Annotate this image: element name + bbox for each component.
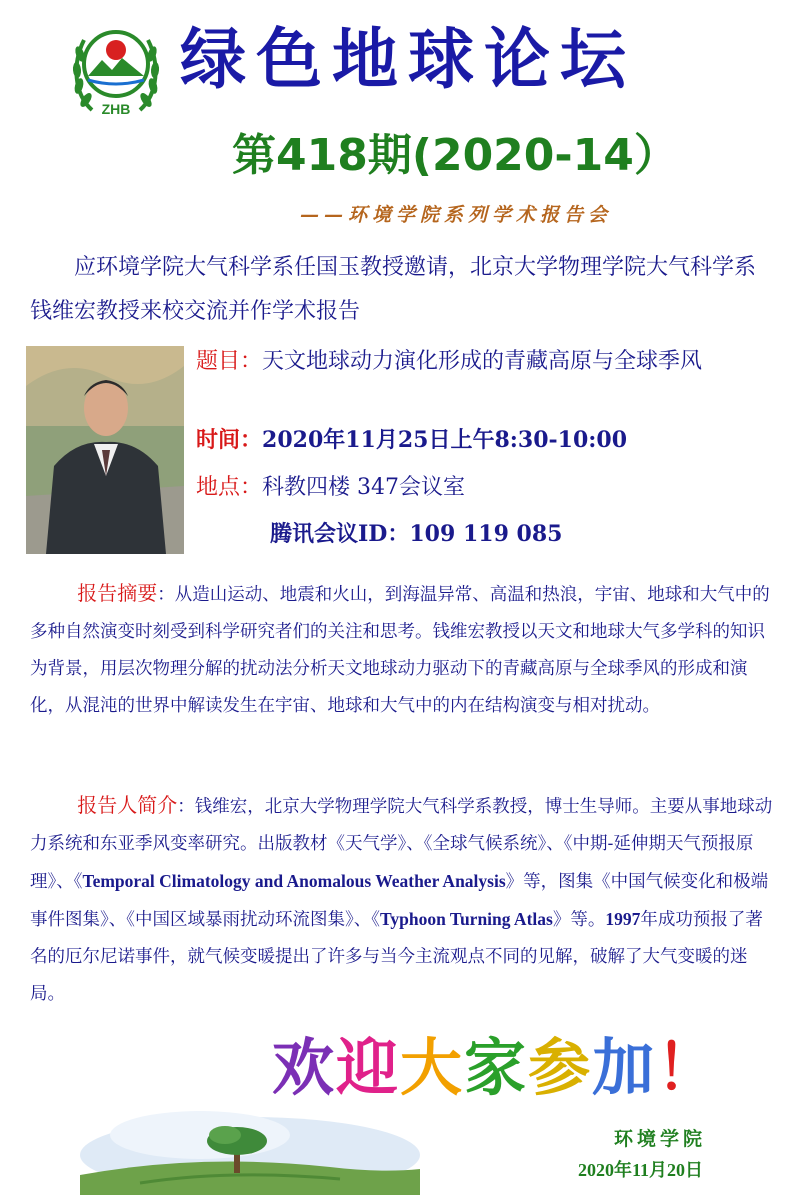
bio-paragraph	[30, 787, 775, 1013]
bio-text-4: 年成功预报了著名的厄尔尼诺事件，就气候变暖提出了许多与当今主流观点不同的见解，破解了大气变暖的迷局。	[30, 910, 763, 1004]
meeting-id: 腾讯会议ID：109 119 085	[270, 521, 563, 547]
welcome-banner	[272, 1028, 720, 1108]
series-subtitle: ——环境学院系列学术报告会	[300, 204, 613, 226]
topic-line	[196, 346, 781, 378]
time-label: 时间：	[196, 427, 263, 453]
welcome-char: ！	[656, 1031, 721, 1104]
organizer: 环境学院	[614, 1128, 707, 1150]
bio-label: 报告人简介	[77, 793, 178, 817]
place-line	[196, 472, 781, 504]
bio-text-3: 》等。	[552, 910, 606, 930]
zhb-logo	[70, 14, 162, 124]
intro-paragraph: 应环境学院大气科学系任国玉教授邀请，北京大学物理学院大气科学系钱维宏教授来校交流并作学术报告	[30, 255, 757, 324]
place-label: 地点：	[196, 475, 263, 500]
welcome-char: 迎	[336, 1031, 401, 1104]
bio-text-1: ：钱维宏，北京大学物理学院大气科学系教授，博士生导师。主要从事地球动力系统和东亚季风变率研究。出版教材《天气学》、《全球气候系统》、《中期-延伸期天气预报原理》、《	[30, 797, 773, 892]
logo-text: ZHB	[101, 101, 131, 117]
abstract-paragraph	[30, 575, 775, 725]
sun-icon	[106, 40, 126, 60]
topic-label: 题目：	[196, 349, 263, 374]
bio-text-2: 》等，图集《中国气候变化和极端事件图集》、《中国区域暴雨扰动环流图集》、《	[30, 872, 769, 930]
issue-date: 2020年11月20日	[578, 1160, 704, 1180]
welcome-char: 家	[464, 1031, 529, 1104]
place-value: 科教四楼 347会议室	[262, 475, 466, 500]
forum-title: 绿色地球论坛	[180, 21, 636, 98]
bio-year: 1997	[605, 909, 641, 929]
time-value: 2020年11月25日上午8:30-10:00	[262, 427, 628, 453]
welcome-char: 加	[592, 1031, 657, 1104]
issue-number: 第418期(2020-14）	[232, 130, 678, 181]
welcome-char: 大	[400, 1031, 465, 1104]
welcome-char: 欢	[272, 1031, 337, 1104]
bio-book-title-2: Typhoon Turning Atlas	[380, 909, 553, 929]
topic-value: 天文地球动力演化形成的青藏高原与全球季风	[262, 349, 703, 374]
time-line	[196, 424, 781, 456]
abstract-label: 报告摘要	[77, 581, 158, 605]
abstract-text: ：从造山运动、地震和火山，到海温异常、高温和热浪，宇宙、地球和大气中的多种自然演变时刻受到科学研究者们的关注和思考。钱维宏教授以天文和地球大气多学科的知识为背景，用层次物理分解的扰动法分析天文地球动力驱动下的青藏高原与全球季风的形成和演化，从混沌的世界中解读发生在宇宙、地球和大气中的内在结构演变与相对扰动。	[30, 585, 770, 716]
bio-book-title-1: Temporal Climatology and Anomalous Weather Analysis	[82, 871, 506, 891]
welcome-char: 参	[528, 1031, 593, 1104]
speaker-photo	[26, 346, 184, 554]
